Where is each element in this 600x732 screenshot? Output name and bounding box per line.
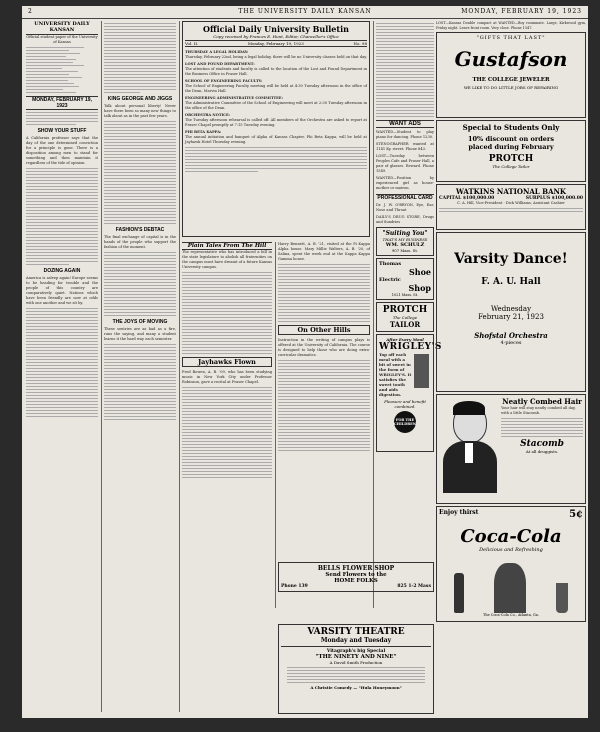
shoe-shop-line: Shop [408, 283, 431, 293]
special-students-ad [436, 120, 586, 182]
wrigleys-badge: FOR THE CHILDREN [394, 411, 416, 433]
article-text-moving [104, 344, 176, 420]
dance-title: Varsity Dance! [454, 251, 568, 267]
watkins-bank-ad [436, 184, 586, 230]
column-rule [101, 21, 102, 712]
gustafson-slogan: "GIFTS THAT LAST" [476, 35, 546, 41]
bottles-image [439, 557, 583, 613]
theatre-description [281, 667, 431, 683]
bulletin-item-head: ENGINEERING ADMINISTRATIVE COMMITTEE: [185, 96, 283, 100]
jayhawks-title: Jayhawks Flown [182, 357, 272, 367]
bells-line: HOME FOLKS [334, 578, 378, 584]
bulletin-item-body: The Tuesday afternoon rehearsal is called off. All members of the Orchestra are asked to report at Fraser Chapel promptly at 7:15 Tuesday evening. [185, 118, 367, 127]
want-ad: WANTED—Position by experienced girl as house-mother or matron. [376, 176, 434, 190]
shoe-shop-line: Thomas [379, 261, 402, 267]
schulz-address: 907 Mass. St. [391, 248, 419, 253]
page-header [22, 6, 588, 19]
right-ads-column [436, 21, 586, 624]
bulletin-item [185, 79, 367, 94]
dance-date: February 21, 1923 [478, 313, 544, 321]
stacomb-headline: Neatly Combed Hair [502, 397, 582, 406]
bulletin-date: Monday, February 19, 1923 [247, 41, 304, 46]
editorial-intro [26, 112, 98, 125]
coke-lead: Enjoy thirst [439, 509, 479, 516]
bulletin-number: No. 98 [353, 41, 367, 46]
column-4 [278, 242, 370, 453]
bank-surplus: SURPLUS $100,000.00 [525, 196, 583, 201]
bulletin-item-head: PHI BETA KAPPA: [185, 130, 222, 134]
special-line: placed during February [468, 143, 554, 151]
coke-price: 5¢ [569, 509, 583, 520]
jayhawks-body: Fred Bowen, A. B. '09, who has been studying music in New York City under Professor Robinson, gave a recital at Fraser Chapel. [182, 370, 272, 384]
article-body-moving: These sentries are as bad as a fire, runs the saying, and many a student learns it the hard way each semester. [104, 327, 176, 341]
bulletin-subtitle: Copy received by Frances E. Hunt, Editor, Chancellor's Office [213, 34, 339, 39]
shoe-shop-line: Shoe [408, 267, 431, 277]
want-ad: STENOGRAPHER wanted at 1141 Ky. street. Phone 843. [376, 142, 434, 151]
dance-day: Wednesday [490, 305, 532, 313]
editorial-head-2: DOZING AGAIN [43, 268, 81, 274]
theatre-title: VARSITY THEATRE [307, 627, 405, 637]
bank-title: WATKINS NATIONAL BANK [456, 187, 566, 196]
stacomb-text [501, 418, 583, 437]
stacomb-brand: Stacomb [520, 439, 564, 449]
column-2 [104, 21, 176, 422]
theatre-film: "THE NINETY AND NINE" [315, 654, 397, 660]
wrigleys-body: Top off each meal with a bit of sweet in the form of WRIGLEY'S. It satisfies the sweet tooth and aids digestion. [379, 352, 412, 397]
protch-line: The College [392, 315, 418, 320]
bulletin-item [185, 62, 367, 77]
staff-list [26, 47, 98, 93]
editorial-head-1: SHOW YOUR STUFF [37, 128, 87, 134]
coke-brand: Coca-Cola [460, 526, 562, 547]
man-portrait-image [439, 397, 501, 497]
protch-ad [376, 302, 434, 332]
professional-card: Dr. J. W. O'BRYON, Eye, Ear, Nose and Throat [376, 203, 434, 212]
column-3 [182, 242, 272, 480]
professional-title: PROFESSIONAL CARD [377, 195, 433, 201]
plain-tales-text [182, 272, 272, 354]
bulletin-item [185, 50, 367, 60]
article-text-fashion [104, 252, 176, 316]
editorial-text-2 [26, 308, 98, 417]
bulletin-item-head: THURSDAY A LEGAL HOLIDAY: [185, 50, 249, 54]
bank-officers: C. A. Hill, Vice-President · Dick Williams, Assistant Cashier [457, 201, 565, 205]
gustafson-jeweler: THE COLLEGE JEWELER [472, 77, 550, 83]
varsity-theatre-ad [278, 624, 434, 714]
bulletin-title: Official Daily University Bulletin [203, 24, 349, 34]
wrigleys-ad [376, 334, 442, 452]
dance-venue: F. A. U. Hall [481, 277, 541, 287]
bells-phone: Phone 139 [281, 584, 308, 589]
top-lost-ad: LOST—Kansas Double compact at WANTED—Boy roommate. Large, Kirkwood gym, Friday night. Leave front room. Very close. Phone 1547. [436, 21, 586, 30]
bells-address: 825 1-2 Mass [397, 584, 431, 589]
gum-pack-image [414, 354, 429, 388]
theatre-days: Monday and Tuesday [320, 637, 392, 644]
paper-title: THE UNIVERSITY DAILY KANSAN [238, 8, 372, 15]
article-head-fashion: FASHION'S DEBTAC [115, 227, 165, 233]
shoe-shop-address: 1021 Mass. St. [391, 293, 419, 297]
bulletin-item [185, 113, 367, 128]
plain-tales-title: Plain Tales From The Hill [182, 242, 272, 250]
column-rule [373, 21, 374, 608]
column-rule [275, 242, 276, 608]
bank-directors [439, 208, 583, 212]
gustafson-ad [436, 32, 586, 118]
protch-brand: PROTCH [382, 305, 428, 315]
masthead-subtitle: Official student paper of the University of Kansas [26, 35, 98, 44]
stacomb-tag: At all druggists. [525, 449, 559, 454]
column-1 [26, 21, 98, 419]
coke-tag: Delicious and Refreshing [479, 547, 543, 553]
theatre-producer: A David Smith Production [329, 660, 383, 665]
bulletin-item-body: The School of Engineering Faculty meeting will be held at 4:30 Tuesday afternoon in the office of the Dean, Marvin Hall. [185, 84, 367, 93]
wrigleys-tag: Pleasure and benefit combined. [384, 399, 426, 409]
editorial-top-text [104, 23, 176, 93]
editorial-body-1: A California professor says that the day of the one determined conviction for a principle is gone. There is a disposition among men to stand for something and then maintain it regardless of the tide of opinion. [26, 136, 98, 165]
special-tailor: The College Tailor [492, 164, 530, 169]
other-hills-text [278, 360, 370, 451]
gustafson-brand: Gustafson [454, 47, 568, 71]
dance-pieces: 4-pieces [500, 340, 522, 346]
bulletin-item-body: Thursday, February 22nd, being a legal holiday, there will be no University classes held on that day. [185, 55, 367, 59]
bulletin-volume: Vol. II. [185, 41, 199, 46]
wrigleys-top: After Every Meal [386, 337, 424, 342]
varsity-dance-ad [436, 232, 586, 392]
bulletin-item-head: ORCHESTRA NOTICE: [185, 113, 231, 117]
want-ads-title: WANT ADS [376, 120, 434, 128]
bells-flower-ad [278, 562, 434, 592]
professional-card: DAILY'S DRUG STORE, Drugs and Sundries [376, 215, 434, 224]
masthead-date: MONDAY, FEBRUARY 19, 1923 [26, 96, 98, 110]
bulletin-dateline [185, 40, 367, 47]
want-ad: WANTED—Student to play piano for dancing. Phone 1230. [376, 130, 434, 139]
bulletin-item-head: LOST AND FOUND DEPARTMENT: [185, 62, 255, 66]
schulz-tagline: THAT'S MY BUSINESS [382, 237, 428, 242]
column-5 [376, 21, 442, 454]
article-head-jiggs: KING GEORGE AND JIGGS [107, 96, 173, 102]
stacomb-ad [436, 394, 586, 504]
top-column-text [376, 23, 434, 117]
schulz-ad [376, 227, 434, 256]
bulletin-item-head: SCHOOL OF ENGINEERING FACULTY: [185, 79, 263, 83]
bulletin-item-body: The annual initiation and banquet of Alpha of Kansas Chapter, Phi Beta Kappa, will be held at Jayhawk Hotel Thursday evening. [185, 135, 367, 144]
bells-title: BELLS FLOWER SHOP [317, 565, 395, 572]
bulletin-item-body: The Administrative Committee of the School of Engineering will meet at 2:30 Tuesday afternoon in the office of the Dean. [185, 101, 367, 110]
jayhawks-text [182, 387, 272, 478]
schulz-headline: "Suiting You" [382, 230, 428, 237]
bulletin-item-body: The attention of students and faculty is called to the location of the Lost and Found Department in the Business Office in Fraser Hall. [185, 67, 367, 76]
page-number: 2 [28, 8, 33, 15]
article-body-fashion: The final exchange of capital is in the hands of the people who support the fashion of the moment. [104, 235, 176, 249]
misc-items-text [278, 264, 370, 322]
theatre-feature: Vitagraph's big Special [326, 649, 386, 654]
article-body-jiggs: Talk about personal liberty! Never have there been so many new things to talk about as in the past few years. [104, 104, 176, 118]
special-headline: Special to Students Only [462, 123, 560, 132]
editorial-body-2: America is asleep again! Europe seems to be heading for trouble and the people of this country are comparatively quiet. Nations which have been friendly are now at odds with one another and we sit by. [26, 276, 98, 305]
bells-line: Send Flowers to the [325, 572, 387, 578]
misc-items-body: Harry Bennett, A. B. '21, visited at the Pi Kappa Alpha house. Mary Millie Walters, A. B. '20, of Salina, spent the week end at the Kappa Kappa Gamma house. [278, 242, 370, 261]
other-hills-body: Instruction in the writing of campus plays is offered at the University of California. The course is designed to help those who are doing extra-curricular dramatics. [278, 338, 370, 357]
newspaper-page [22, 6, 588, 718]
page-date: MONDAY, FEBRUARY 19, 1923 [461, 8, 582, 15]
protch-tailor: TAILOR [389, 320, 421, 329]
want-ad: LOST—Tuesday between Peoples Cafe and Fraser Hall, a pair of glasses. Reward. Phone 1549. [376, 154, 434, 173]
bank-capital: CAPITAL $100,000.00 [439, 196, 495, 201]
coke-footer: The Coca-Cola Co., Atlanta, Ga. [483, 613, 539, 617]
plain-tales-body: The representative who has introduced a bill in the state legislature to abolish all fraternities on the campus must have dreamt of a future Kansas University campus. [182, 250, 272, 269]
bulletin-item [185, 130, 367, 145]
column-rule [179, 21, 180, 712]
editorial-text-1 [26, 168, 98, 265]
special-line: 10% discount on orders [467, 135, 555, 143]
dance-band: Shofstal Orchestra [474, 331, 548, 340]
bulletin-remaining-text [185, 147, 367, 172]
coca-cola-ad [436, 506, 586, 622]
article-head-moving: THE JOYS OF MOVING [112, 319, 168, 325]
schulz-name: WM. SCHULZ [385, 242, 425, 248]
special-protch: PROTCH [488, 154, 534, 164]
gustafson-repairs: WE LIKE TO DO LITTLE JOBS OF REPAIRING [463, 85, 559, 90]
theatre-comedy: A Christie Comedy — "Hula Honeymoon" [310, 685, 402, 690]
wrigleys-brand: WRIGLEY'S [379, 342, 442, 352]
other-hills-title: On Other Hills [278, 325, 370, 335]
article-text-jiggs [104, 121, 176, 224]
shoe-shop-line: Electric [379, 277, 401, 283]
university-bulletin [182, 21, 370, 237]
shoe-shop-ad [376, 258, 434, 300]
stacomb-body: Your hair will stay neatly combed all day, with a little Stacomb. [501, 406, 576, 415]
bulletin-item [185, 96, 367, 111]
masthead-name: UNIVERSITY DAILY KANSAN [26, 21, 98, 35]
